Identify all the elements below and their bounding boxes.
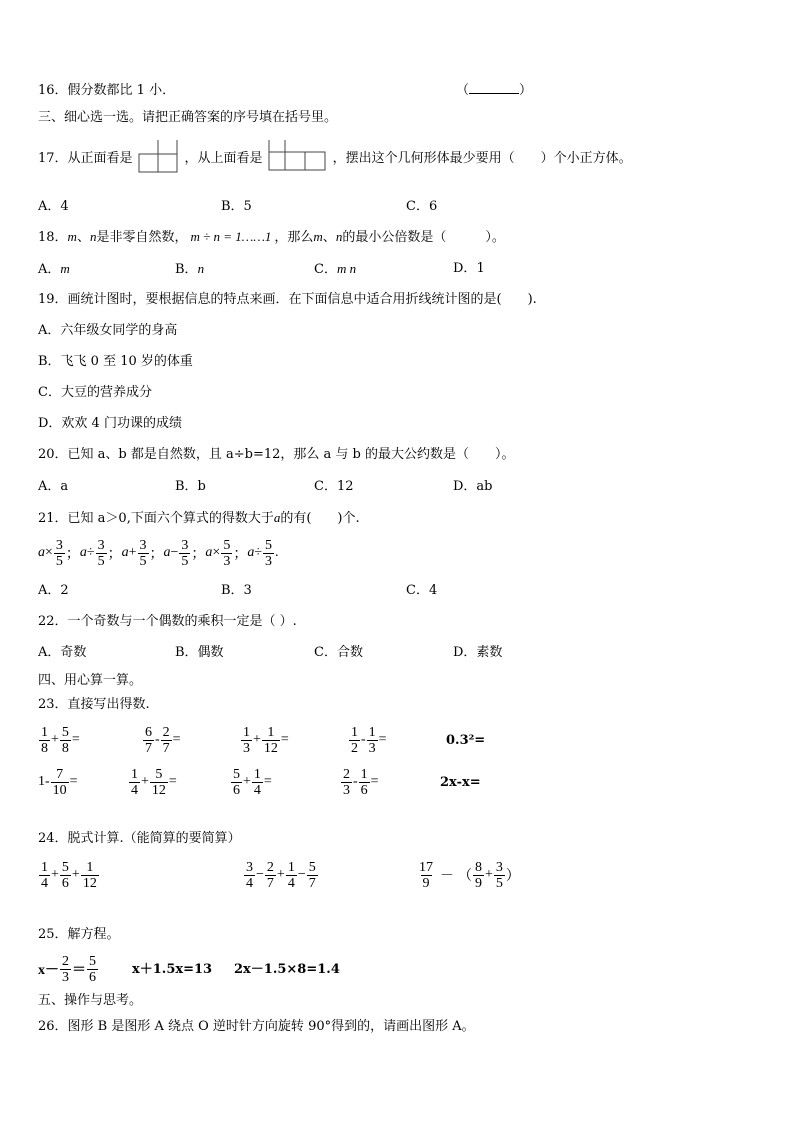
q17-option-c[interactable]: C．6 [406, 199, 438, 214]
fraction: $\frac{6}{7}$ [145, 724, 152, 756]
fraction: $\frac{1}{4}$ [253, 766, 261, 798]
fraction: $\frac{5}{6}$ [61, 859, 69, 891]
q24-stem: 24．脱式计算.（能简算的要简算） [38, 831, 241, 846]
q19-stem: 19．画统计图时，要根据信息的特点来画．在下面信息中适合用折线统计图的是( ). [38, 292, 537, 307]
q23-item-3: $\frac{1}{3}$ + $\frac{1}{12}$ = [243, 724, 289, 756]
fraction: $\frac{1}{8}$ [41, 724, 48, 756]
q26-stem: 26．图形 B 是图形 A 绕点 O 逆时针方向旋转 90°得到的，请画出图形 A。 [38, 1019, 475, 1034]
fraction: $\frac{5}{8}$ [61, 724, 69, 756]
q23-item-1: $\frac{1}{8}$ + $\frac{5}{8}$ = [41, 724, 80, 756]
fraction: $\frac{2}{3}$ [343, 766, 350, 798]
fraction: $\frac{1}{2}$ [351, 724, 358, 756]
fraction: $\frac{5}{3}$ [265, 537, 272, 569]
q20-option-b[interactable]: B．b [175, 479, 206, 494]
fraction: $\frac{2}{7}$ [266, 859, 274, 891]
q19-option-d[interactable]: D．欢欢 4 门功课的成绩 [38, 416, 182, 431]
q22-option-a[interactable]: A．奇数 [38, 645, 87, 660]
q23-item-9: $\frac{2}{3}$ - $\frac{1}{6}$ = [343, 766, 379, 798]
fraction: $\frac{3}{5}$ [55, 537, 63, 569]
q21-stem: 21．已知 a＞0,下面六个算式的得数大于a的有( )个. [38, 510, 360, 526]
fraction: $\frac{5}{6}$ [89, 953, 96, 985]
q20-option-a[interactable]: A．a [38, 479, 69, 494]
q18-option-c[interactable]: C．m n [314, 261, 357, 277]
fraction: $\frac{3}{4}$ [246, 859, 253, 891]
q24-expression-2: $\frac{3}{4}$ − $\frac{2}{7}$ + $\frac{1}{4}$ − $\frac{5}{7}$ [246, 859, 316, 891]
q17-front-view-figure [137, 140, 181, 178]
fraction: $\frac{1}{4}$ [41, 859, 48, 891]
q24-expression-3: $\frac{17}{9}$ － （ $\frac{8}{9}$ + $\frac{3}{5}$ ） [419, 859, 520, 891]
q18-option-a[interactable]: A．m [38, 261, 70, 277]
fraction: $\frac{17}{9}$ [419, 859, 433, 891]
q20-option-d[interactable]: D．ab [453, 479, 493, 494]
fraction: $\frac{1}{4}$ [287, 859, 295, 891]
q20-stem: 20．已知 a、b 都是自然数，且 a÷b=12，那么 a 与 b 的最大公约数是（ ）。 [38, 447, 515, 462]
fraction: $\frac{1}{12}$ [82, 859, 97, 891]
fraction: $\frac{3}{5}$ [181, 537, 189, 569]
q25-equation-1: x－ $\frac{2}{3}$ ＝ $\frac{5}{6}$ [38, 953, 96, 985]
q17-option-b[interactable]: B．5 [221, 199, 252, 214]
fraction: $\frac{2}{3}$ [62, 953, 69, 985]
q21-option-c[interactable]: C．4 [406, 583, 438, 598]
q23-item-7: $\frac{1}{4}$ + $\frac{5}{12}$ = [131, 766, 177, 798]
fraction: $\frac{1}{3}$ [243, 724, 250, 756]
fraction: $\frac{5}{12}$ [151, 766, 166, 798]
q17-stem: 17．从正面看是 ，从上面看是 ，摆出这个几何形体最少要用（ ）个小正方体。 [38, 150, 632, 168]
q25-equation-3: 2x－1.5×8=1.4 [234, 962, 340, 977]
q23-item-4: $\frac{1}{2}$ - $\frac{1}{3}$ = [351, 724, 387, 756]
fraction: $\frac{5}{6}$ [233, 766, 240, 798]
q23-item-2: $\frac{6}{7}$ - $\frac{2}{7}$ = [145, 724, 181, 756]
q16-answer-blank[interactable] [469, 83, 519, 94]
q23-item-8: $\frac{5}{6}$ + $\frac{1}{4}$ = [233, 766, 272, 798]
q21-expressions: a × $\frac{3}{5}$ ； a ÷ $\frac{3}{5}$ ； a + $\frac{3}{5}$ ； a − $\frac{3}{5}$ ； a × $\frac{5}{3}$ ； a ÷ $\frac{5}{3}$ . [38, 537, 279, 569]
q22-option-b[interactable]: B．偶数 [175, 645, 224, 660]
fraction: $\frac{5}{7}$ [308, 859, 316, 891]
section-4-heading: 四、用心算一算。 [38, 673, 143, 688]
q16-stem: 16．假分数都比 1 小． [38, 83, 176, 98]
q19-option-b[interactable]: B．飞飞 0 至 10 岁的体重 [38, 354, 193, 369]
fraction: $\frac{3}{5}$ [495, 859, 503, 891]
section-5-heading: 五、操作与思考。 [38, 993, 143, 1008]
fraction: $\frac{7}{10}$ [52, 766, 67, 798]
q25-equation-2: x＋1.5x=13 [132, 962, 213, 977]
fraction: $\frac{3}{5}$ [97, 537, 105, 569]
q23-item-10: 2x-x= [440, 775, 481, 790]
q16-answer-paren[interactable]: （ ） [456, 83, 533, 98]
q22-option-c[interactable]: C．合数 [314, 645, 363, 660]
fraction: $\frac{8}{9}$ [475, 859, 482, 891]
fraction: $\frac{3}{5}$ [139, 537, 147, 569]
section-3-heading: 三、细心选一选。请把正确答案的序号填在括号里。 [38, 110, 338, 125]
q21-option-b[interactable]: B．3 [221, 583, 252, 598]
q22-option-d[interactable]: D．素数 [453, 645, 503, 660]
q19-option-a[interactable]: A．六年级女同学的身高 [38, 323, 178, 338]
fraction: $\frac{1}{6}$ [360, 766, 368, 798]
q24-expression-1: $\frac{1}{4}$ + $\frac{5}{6}$ + $\frac{1}{12}$ [41, 859, 97, 891]
q25-stem: 25．解方程。 [38, 927, 120, 942]
q23-item-5: 0.3²= [446, 733, 486, 748]
q22-stem: 22．一个奇数与一个偶数的乘积一定是（ ）. [38, 614, 297, 629]
fraction: $\frac{1}{3}$ [368, 724, 376, 756]
fraction: $\frac{2}{7}$ [162, 724, 170, 756]
q23-stem: 23．直接写出得数. [38, 697, 150, 712]
q17-option-a[interactable]: A．4 [38, 199, 69, 214]
q17-top-view-figure [267, 140, 329, 178]
fraction: $\frac{1}{12}$ [263, 724, 278, 756]
q18-stem: 18．m、n是非零自然数， m ÷ n = 1……1 ，那么m、n的最小公倍数是（ ）。 [38, 229, 505, 245]
q18-option-b[interactable]: B．n [175, 261, 205, 277]
q19-option-c[interactable]: C．大豆的营养成分 [38, 385, 152, 400]
q23-item-6: 1- $\frac{7}{10}$ = [38, 766, 78, 798]
fraction: $\frac{1}{4}$ [131, 766, 138, 798]
q20-option-c[interactable]: C．12 [314, 479, 354, 494]
q21-option-a[interactable]: A．2 [38, 583, 69, 598]
fraction: $\frac{5}{3}$ [223, 537, 231, 569]
q18-option-d[interactable]: D．1 [453, 261, 485, 276]
